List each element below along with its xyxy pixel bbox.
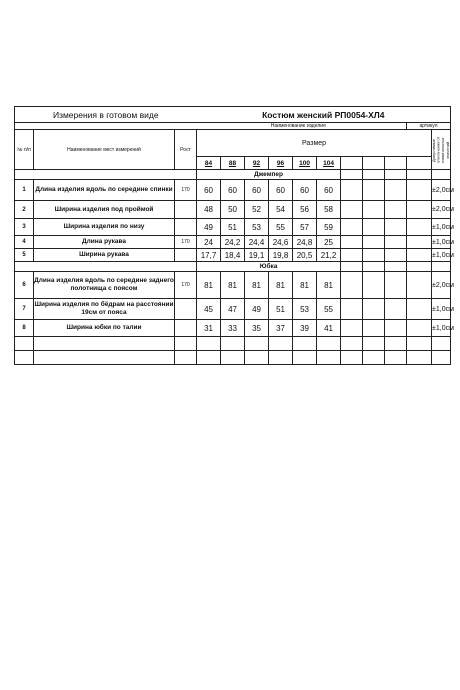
table-row xyxy=(15,180,451,201)
tolerance-value: ±1,0см xyxy=(432,219,451,236)
article-label: артикул xyxy=(407,123,451,130)
size-value: 60 xyxy=(197,180,221,201)
row-number: 4 xyxy=(15,236,34,249)
size-value: 81 xyxy=(221,272,245,299)
size-value: 21,2 xyxy=(317,249,341,262)
section-title: Юбка xyxy=(197,262,341,272)
table-row xyxy=(15,201,451,219)
size-value: 51 xyxy=(269,299,293,320)
product-name-label: Наименование изделия xyxy=(197,123,407,130)
size-value: 24,4 xyxy=(245,236,269,249)
measurement-name: Длина изделия вдоль по середине спинки xyxy=(34,180,175,201)
section-row xyxy=(15,262,451,272)
empty-cell xyxy=(363,219,385,236)
row-number: 7 xyxy=(15,299,34,320)
size-value: 19,8 xyxy=(269,249,293,262)
empty-cell xyxy=(341,180,363,201)
empty-cell xyxy=(385,320,407,337)
size-value: 81 xyxy=(317,272,341,299)
row-rost xyxy=(175,219,197,236)
size-value: 51 xyxy=(221,219,245,236)
size-value: 24 xyxy=(197,236,221,249)
empty-cell xyxy=(385,299,407,320)
empty-cell xyxy=(407,249,432,262)
measurement-name: Ширина изделия по бёдрам на расстоянии 19см от пояса xyxy=(34,299,175,320)
row-rost: 170 xyxy=(175,272,197,299)
size-value: 60 xyxy=(293,180,317,201)
size-header-0: 84 xyxy=(197,157,221,170)
table-row xyxy=(15,219,451,236)
table-row xyxy=(15,299,451,320)
measurement-name: Ширина изделия по низу xyxy=(34,219,175,236)
tolerance-value: ±1,0см xyxy=(432,236,451,249)
size-value: 60 xyxy=(317,180,341,201)
size-value: 55 xyxy=(269,219,293,236)
size-value: 45 xyxy=(197,299,221,320)
size-value: 18,4 xyxy=(221,249,245,262)
size-value: 24,6 xyxy=(269,236,293,249)
empty-row xyxy=(15,351,451,365)
size-value: 49 xyxy=(197,219,221,236)
size-value: 47 xyxy=(221,299,245,320)
empty-cell xyxy=(407,236,432,249)
size-value: 48 xyxy=(197,201,221,219)
row-rost: 170 xyxy=(175,236,197,249)
row-number: 8 xyxy=(15,320,34,337)
empty-cell xyxy=(385,219,407,236)
empty-cell xyxy=(407,219,432,236)
size-value: 53 xyxy=(245,219,269,236)
empty-cell xyxy=(407,272,432,299)
size-value: 39 xyxy=(293,320,317,337)
size-value: 24,8 xyxy=(293,236,317,249)
empty-cell xyxy=(363,249,385,262)
empty-cell xyxy=(385,249,407,262)
measurement-name: Ширина изделия под проймой xyxy=(34,201,175,219)
empty-cell xyxy=(341,219,363,236)
size-value: 60 xyxy=(269,180,293,201)
size-value: 17,7 xyxy=(197,249,221,262)
sheet-title: Измерения в готовом виде xyxy=(15,107,197,123)
empty-cell xyxy=(407,299,432,320)
empty-cell xyxy=(385,180,407,201)
empty-cell xyxy=(385,201,407,219)
col-tolerance-header xyxy=(432,130,451,170)
empty-cell xyxy=(341,249,363,262)
tolerance-header-text: Допустимые отклонения от номинальных значений xyxy=(431,136,450,163)
tolerance-value: ±1,0см xyxy=(432,299,451,320)
col-name-header: Наименование мест измерений xyxy=(34,130,175,170)
row-rost xyxy=(175,299,197,320)
size-value: 50 xyxy=(221,201,245,219)
size-value: 60 xyxy=(221,180,245,201)
row-rost: 170 xyxy=(175,180,197,201)
table-row xyxy=(15,249,451,262)
size-value: 57 xyxy=(293,219,317,236)
tolerance-value: ±1,0см xyxy=(432,249,451,262)
size-value: 60 xyxy=(245,180,269,201)
tolerance-value: ±1,0см xyxy=(432,320,451,337)
empty-cell xyxy=(407,320,432,337)
measurement-sheet xyxy=(14,106,454,365)
col-rost-header: Рост xyxy=(175,130,197,170)
size-value: 56 xyxy=(293,201,317,219)
section-title: Джемпер xyxy=(197,170,341,180)
measurement-name: Длина изделия вдоль по середине заднего полотнища с поясом xyxy=(34,272,175,299)
size-value: 59 xyxy=(317,219,341,236)
size-header-2: 92 xyxy=(245,157,269,170)
size-value: 53 xyxy=(293,299,317,320)
size-value: 54 xyxy=(269,201,293,219)
col-num-header: № п/п xyxy=(15,130,34,170)
table-row xyxy=(15,320,451,337)
size-value: 19,1 xyxy=(245,249,269,262)
measurement-name: Ширина рукава xyxy=(34,249,175,262)
size-header-3: 96 xyxy=(269,157,293,170)
product-title: Костюм женский РП0054-ХЛ4 xyxy=(197,107,451,123)
size-value: 81 xyxy=(197,272,221,299)
empty-size-cell xyxy=(341,157,363,170)
size-value: 52 xyxy=(245,201,269,219)
empty-size-cell xyxy=(363,157,385,170)
size-value: 25 xyxy=(317,236,341,249)
row-number: 3 xyxy=(15,219,34,236)
size-header-4: 100 xyxy=(293,157,317,170)
empty-cell xyxy=(341,299,363,320)
row-rost xyxy=(175,201,197,219)
empty-cell xyxy=(363,299,385,320)
col-razmer-header: Размер xyxy=(197,130,432,157)
size-value: 58 xyxy=(317,201,341,219)
empty-cell xyxy=(363,272,385,299)
row-number: 5 xyxy=(15,249,34,262)
tolerance-value: ±2,0см xyxy=(432,272,451,299)
empty-cell xyxy=(341,201,363,219)
size-value: 33 xyxy=(221,320,245,337)
size-value: 37 xyxy=(269,320,293,337)
size-value: 49 xyxy=(245,299,269,320)
size-value: 35 xyxy=(245,320,269,337)
empty-size-cell xyxy=(407,157,432,170)
size-value: 55 xyxy=(317,299,341,320)
row-number: 6 xyxy=(15,272,34,299)
size-value: 24,2 xyxy=(221,236,245,249)
size-header-1: 88 xyxy=(221,157,245,170)
empty-cell xyxy=(385,272,407,299)
size-value: 81 xyxy=(245,272,269,299)
measurement-name: Ширина юбки по талии xyxy=(34,320,175,337)
row-rost xyxy=(175,249,197,262)
section-row xyxy=(15,170,451,180)
size-value: 20,5 xyxy=(293,249,317,262)
empty-size-cell xyxy=(385,157,407,170)
empty-cell xyxy=(407,180,432,201)
measurement-table xyxy=(14,106,454,365)
row-number: 2 xyxy=(15,201,34,219)
table-row xyxy=(15,272,451,299)
empty-cell xyxy=(363,320,385,337)
empty-cell xyxy=(407,201,432,219)
tolerance-value: ±2,0см xyxy=(432,201,451,219)
measurement-name: Длина рукава xyxy=(34,236,175,249)
empty-cell xyxy=(385,236,407,249)
empty-cell xyxy=(363,180,385,201)
table-row xyxy=(15,236,451,249)
size-value: 81 xyxy=(293,272,317,299)
empty-cell xyxy=(363,236,385,249)
size-header-5: 104 xyxy=(317,157,341,170)
empty-cell xyxy=(341,320,363,337)
size-value: 31 xyxy=(197,320,221,337)
size-value: 81 xyxy=(269,272,293,299)
size-value: 41 xyxy=(317,320,341,337)
row-rost xyxy=(175,320,197,337)
empty-cell xyxy=(341,272,363,299)
tolerance-value: ±2,0см xyxy=(432,180,451,201)
empty-cell xyxy=(363,201,385,219)
row-number: 1 xyxy=(15,180,34,201)
empty-row xyxy=(15,337,451,351)
empty-cell xyxy=(341,236,363,249)
